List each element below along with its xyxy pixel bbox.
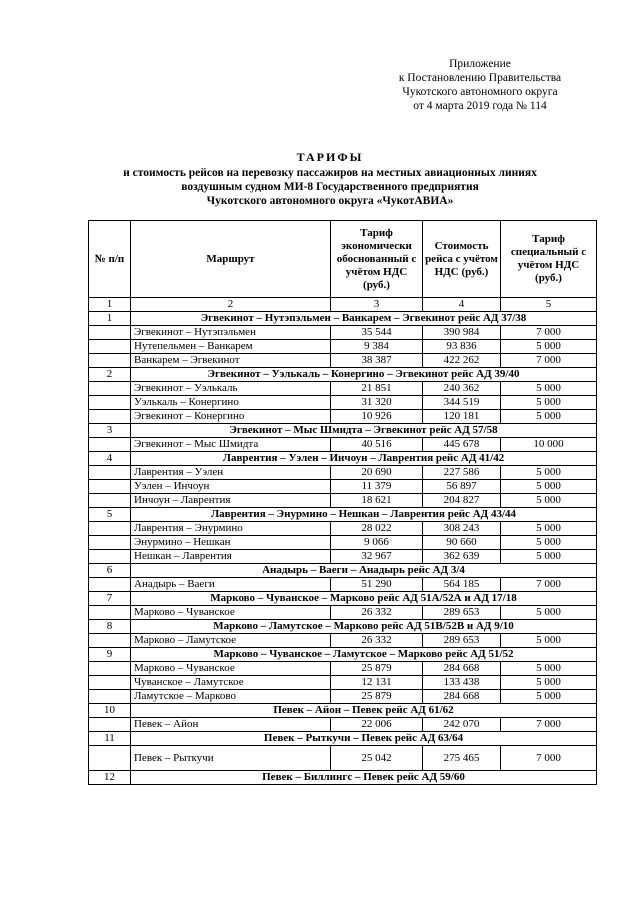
group-title: Лаврентия – Энурмино – Нешкан – Лаврентия рейс АД 43/44 xyxy=(131,508,597,522)
route-cell: Ванкарем – Эгвекинот xyxy=(131,354,331,368)
cost-cell: 240 362 xyxy=(423,382,501,396)
route-cell: Энурмино – Нешкан xyxy=(131,536,331,550)
group-title: Эгвекинот – Нутэпэльмен – Ванкарем – Эгвекинот рейс АД 37/38 xyxy=(131,312,597,326)
cost-cell: 227 586 xyxy=(423,466,501,480)
cost-cell: 284 668 xyxy=(423,690,501,704)
appendix-line: Чукотского автономного округа xyxy=(402,86,558,98)
route-cell: Эгвекинот – Мыс Шмидта xyxy=(131,438,331,452)
tariff-cell: 12 131 xyxy=(331,676,423,690)
tariff-cell: 28 022 xyxy=(331,522,423,536)
route-cell: Эгвекинот – Уэлькаль xyxy=(131,382,331,396)
empty-num-cell xyxy=(89,634,131,648)
empty-num-cell xyxy=(89,340,131,354)
empty-num-cell xyxy=(89,550,131,564)
empty-num-cell xyxy=(89,438,131,452)
table-row xyxy=(89,718,597,732)
cost-cell: 445 678 xyxy=(423,438,501,452)
tariff-cell: 38 387 xyxy=(331,354,423,368)
route-cell: Инчоун – Лаврентия xyxy=(131,494,331,508)
table-row xyxy=(89,522,597,536)
column-number-row xyxy=(89,298,597,312)
colnum-cell: 4 xyxy=(423,298,501,312)
group-number: 5 xyxy=(89,508,131,522)
table-header-row xyxy=(89,221,597,298)
group-row xyxy=(89,732,597,746)
colnum-cell: 3 xyxy=(331,298,423,312)
group-row xyxy=(89,564,597,578)
appendix-line: от 4 марта 2019 года № 114 xyxy=(413,100,547,112)
table-row xyxy=(89,326,597,340)
group-number: 3 xyxy=(89,424,131,438)
tariff-cell: 9 384 xyxy=(331,340,423,354)
special-cell: 7 000 xyxy=(501,354,597,368)
cost-cell: 204 827 xyxy=(423,494,501,508)
tariff-cell: 11 379 xyxy=(331,480,423,494)
special-cell: 5 000 xyxy=(501,662,597,676)
group-title: Певек – Айон – Певек рейс АД 61/62 xyxy=(131,704,597,718)
tariff-cell: 25 879 xyxy=(331,690,423,704)
route-cell: Певек – Рыткучи xyxy=(131,746,331,771)
group-title: Марково – Чуванское – Марково рейс АД 51А/52А и АД 17/18 xyxy=(131,592,597,606)
cost-cell: 133 438 xyxy=(423,676,501,690)
empty-num-cell xyxy=(89,578,131,592)
route-cell: Эгвекинот – Конергино xyxy=(131,410,331,424)
header-special: Тариф специальный с учётом НДС (руб.) xyxy=(501,221,597,298)
empty-num-cell xyxy=(89,396,131,410)
table-row xyxy=(89,606,597,620)
tariff-cell: 9 066 xyxy=(331,536,423,550)
group-row xyxy=(89,452,597,466)
colnum-cell: 1 xyxy=(89,298,131,312)
tariff-cell: 25 879 xyxy=(331,662,423,676)
empty-num-cell xyxy=(89,746,131,771)
group-title: Певек – Рыткучи – Певек рейс АД 63/64 xyxy=(131,732,597,746)
table-row xyxy=(89,382,597,396)
route-cell: Ламутское – Марково xyxy=(131,690,331,704)
cost-cell: 344 519 xyxy=(423,396,501,410)
tariff-cell: 40 516 xyxy=(331,438,423,452)
tariff-cell: 10 926 xyxy=(331,410,423,424)
colnum-cell: 5 xyxy=(501,298,597,312)
tariff-cell: 32 967 xyxy=(331,550,423,564)
group-title: Эгвекинот – Мыс Шмидта – Эгвекинот рейс АД 57/58 xyxy=(131,424,597,438)
route-cell: Марково – Ламутское xyxy=(131,634,331,648)
special-cell: 5 000 xyxy=(501,690,597,704)
header-route: Маршрут xyxy=(131,221,331,298)
group-title: Певек – Биллингс – Певек рейс АД 59/60 xyxy=(131,771,597,785)
special-cell: 7 000 xyxy=(501,578,597,592)
tariff-cell: 18 621 xyxy=(331,494,423,508)
route-cell: Эгвекинот – Нутэпэльмен xyxy=(131,326,331,340)
route-cell: Чуванское – Ламутское xyxy=(131,676,331,690)
group-number: 12 xyxy=(89,771,131,785)
group-row xyxy=(89,592,597,606)
group-number: 8 xyxy=(89,620,131,634)
group-row xyxy=(89,368,597,382)
route-cell: Уэлькаль – Конергино xyxy=(131,396,331,410)
group-row xyxy=(89,620,597,634)
group-row xyxy=(89,648,597,662)
route-cell: Лаврентия – Энурмино xyxy=(131,522,331,536)
tariff-cell: 21 851 xyxy=(331,382,423,396)
document-title xyxy=(60,150,600,208)
cost-cell: 90 660 xyxy=(423,536,501,550)
table-row xyxy=(89,396,597,410)
table-row xyxy=(89,438,597,452)
group-row xyxy=(89,424,597,438)
route-cell: Певек – Айон xyxy=(131,718,331,732)
table-row xyxy=(89,480,597,494)
tariff-cell: 20 690 xyxy=(331,466,423,480)
group-row xyxy=(89,771,597,785)
cost-cell: 289 653 xyxy=(423,606,501,620)
special-cell: 5 000 xyxy=(501,634,597,648)
cost-cell: 56 897 xyxy=(423,480,501,494)
cost-cell: 362 639 xyxy=(423,550,501,564)
special-cell: 10 000 xyxy=(501,438,597,452)
route-cell: Марково – Чуванское xyxy=(131,606,331,620)
group-number: 9 xyxy=(89,648,131,662)
table-row xyxy=(89,536,597,550)
title-heading: ТАРИФЫ xyxy=(296,150,364,164)
special-cell: 5 000 xyxy=(501,494,597,508)
group-title: Анадырь – Ваеги – Анадырь рейс АД 3/4 xyxy=(131,564,597,578)
special-cell: 5 000 xyxy=(501,466,597,480)
tariff-cell: 26 332 xyxy=(331,634,423,648)
empty-num-cell xyxy=(89,326,131,340)
cost-cell: 308 243 xyxy=(423,522,501,536)
special-cell: 5 000 xyxy=(501,396,597,410)
empty-num-cell xyxy=(89,718,131,732)
group-title: Эгвекинот – Уэлькаль – Конергино – Эгвекинот рейс АД 39/40 xyxy=(131,368,597,382)
table-body xyxy=(89,312,597,785)
cost-cell: 284 668 xyxy=(423,662,501,676)
special-cell: 5 000 xyxy=(501,536,597,550)
route-cell: Уэлен – Инчоун xyxy=(131,480,331,494)
empty-num-cell xyxy=(89,606,131,620)
group-number: 7 xyxy=(89,592,131,606)
table-row xyxy=(89,494,597,508)
header-cost: Стоимость рейса с учётом НДС (руб.) xyxy=(423,221,501,298)
empty-num-cell xyxy=(89,494,131,508)
header-tariff: Тариф экономически обоснованный с учётом НДС (руб.) xyxy=(331,221,423,298)
special-cell: 5 000 xyxy=(501,676,597,690)
group-number: 4 xyxy=(89,452,131,466)
cost-cell: 275 465 xyxy=(423,746,501,771)
tariff-cell: 31 320 xyxy=(331,396,423,410)
special-cell: 5 000 xyxy=(501,480,597,494)
route-cell: Марково – Чуванское xyxy=(131,662,331,676)
appendix-block xyxy=(360,57,600,113)
table-row xyxy=(89,410,597,424)
special-cell: 7 000 xyxy=(501,718,597,732)
empty-num-cell xyxy=(89,354,131,368)
title-line: Чукотского автономного округа «ЧукотАВИА» xyxy=(206,195,454,207)
group-row xyxy=(89,508,597,522)
route-cell: Лаврентия – Уэлен xyxy=(131,466,331,480)
tariff-table xyxy=(88,220,597,785)
table-row xyxy=(89,550,597,564)
empty-num-cell xyxy=(89,690,131,704)
tariff-cell: 26 332 xyxy=(331,606,423,620)
special-cell: 7 000 xyxy=(501,746,597,771)
empty-num-cell xyxy=(89,536,131,550)
table-row xyxy=(89,634,597,648)
appendix-line: Приложение xyxy=(449,58,511,70)
table-row xyxy=(89,578,597,592)
empty-num-cell xyxy=(89,466,131,480)
cost-cell: 93 836 xyxy=(423,340,501,354)
special-cell: 5 000 xyxy=(501,522,597,536)
cost-cell: 242 070 xyxy=(423,718,501,732)
group-row xyxy=(89,704,597,718)
cost-cell: 289 653 xyxy=(423,634,501,648)
group-number: 2 xyxy=(89,368,131,382)
table-row xyxy=(89,676,597,690)
title-line: воздушным судном МИ-8 Государственного предприятия xyxy=(181,181,479,193)
header-num: № п/п xyxy=(89,221,131,298)
special-cell: 5 000 xyxy=(501,340,597,354)
tariff-cell: 22 006 xyxy=(331,718,423,732)
group-title: Лаврентия – Уэлен – Инчоун – Лаврентия рейс АД 41/42 xyxy=(131,452,597,466)
empty-num-cell xyxy=(89,676,131,690)
table-row xyxy=(89,746,597,771)
cost-cell: 422 262 xyxy=(423,354,501,368)
group-title: Марково – Чуванское – Ламутское – Марково рейс АД 51/52 xyxy=(131,648,597,662)
empty-num-cell xyxy=(89,382,131,396)
table-row xyxy=(89,354,597,368)
tariff-cell: 51 290 xyxy=(331,578,423,592)
special-cell: 5 000 xyxy=(501,606,597,620)
special-cell: 7 000 xyxy=(501,326,597,340)
route-cell: Анадырь – Ваеги xyxy=(131,578,331,592)
table-row xyxy=(89,690,597,704)
group-number: 1 xyxy=(89,312,131,326)
tariff-cell: 25 042 xyxy=(331,746,423,771)
title-line: и стоимость рейсов на перевозку пассажиров на местных авиационных линиях xyxy=(123,167,537,179)
group-title: Марково – Ламутское – Марково рейс АД 51В/52В и АД 9/10 xyxy=(131,620,597,634)
tariff-cell: 35 544 xyxy=(331,326,423,340)
group-number: 6 xyxy=(89,564,131,578)
empty-num-cell xyxy=(89,480,131,494)
route-cell: Нутепельмен – Ванкарем xyxy=(131,340,331,354)
group-number: 10 xyxy=(89,704,131,718)
cost-cell: 564 185 xyxy=(423,578,501,592)
route-cell: Нешкан – Лаврентия xyxy=(131,550,331,564)
colnum-cell: 2 xyxy=(131,298,331,312)
appendix-line: к Постановлению Правительства xyxy=(398,72,562,84)
group-number: 11 xyxy=(89,732,131,746)
special-cell: 5 000 xyxy=(501,410,597,424)
cost-cell: 120 181 xyxy=(423,410,501,424)
table-row xyxy=(89,466,597,480)
group-row xyxy=(89,312,597,326)
empty-num-cell xyxy=(89,410,131,424)
empty-num-cell xyxy=(89,522,131,536)
table-row xyxy=(89,662,597,676)
empty-num-cell xyxy=(89,662,131,676)
special-cell: 5 000 xyxy=(501,382,597,396)
cost-cell: 390 984 xyxy=(423,326,501,340)
table-row xyxy=(89,340,597,354)
special-cell: 5 000 xyxy=(501,550,597,564)
